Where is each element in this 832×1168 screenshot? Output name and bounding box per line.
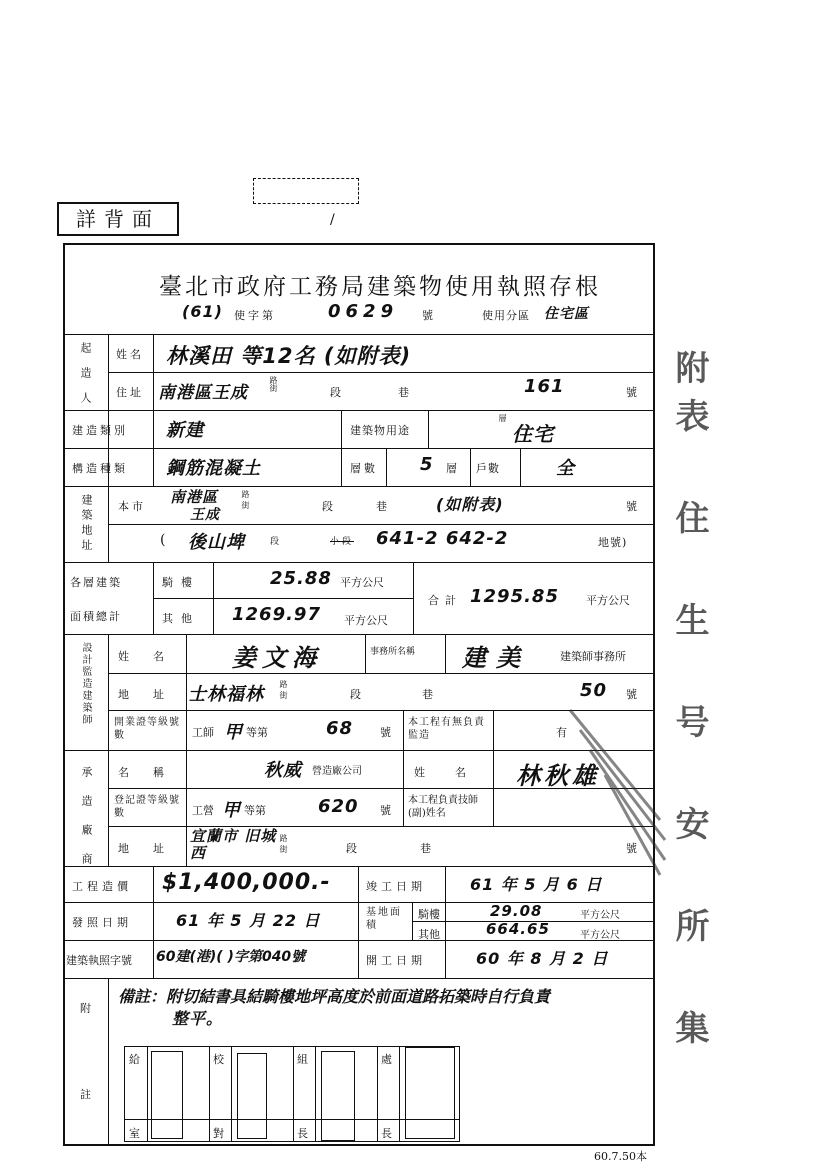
signoff-top-1: 給 <box>129 1053 143 1066</box>
contractor-reg-grade: 甲 <box>222 800 241 821</box>
building-use-value: 住宅 <box>512 422 554 446</box>
contractor-duan: 段 <box>346 842 360 855</box>
line-v-con-name <box>403 750 404 826</box>
areas-label-1: 各層建築 <box>70 576 122 589</box>
line-h17 <box>63 940 655 941</box>
remarks-text-line1: 備註：附切結書具結騎樓地坪高度於前面道路拓築時自行負責 <box>118 987 551 1006</box>
architect-supervise-value: 有 <box>556 726 570 739</box>
building-struct-label: 構造種類 <box>72 462 128 475</box>
line-v-con-name2 <box>493 750 494 826</box>
contractor-address-label: 地址 <box>118 842 188 855</box>
areas-arcade-unit: 平方公尺 <box>340 576 384 589</box>
contractor-name-value: 秋威 <box>264 760 302 781</box>
areas-arcade-label: 騎樓 <box>162 576 200 589</box>
architect-name-label: 姓名 <box>118 650 188 663</box>
site-lot-end: 地號) <box>598 536 628 549</box>
line-h7 <box>63 562 655 563</box>
line-v-units <box>470 448 471 486</box>
areas-label-2: 面積總計 <box>70 610 122 623</box>
line-h18 <box>63 978 655 979</box>
start-value: 60 年 8 月 2 日 <box>476 949 609 968</box>
base-arcade-value: 29.08 <box>490 902 543 920</box>
contractor-person-value: 林秋雄 <box>516 762 600 790</box>
architect-road-label: 路街 <box>279 680 288 702</box>
line-h3 <box>63 410 655 411</box>
side-label: 詳背面 <box>57 202 179 236</box>
base-arcade-unit: 平方公尺 <box>580 910 620 921</box>
signoff-top-7: 處 <box>381 1053 395 1066</box>
completion-value: 61 年 5 月 6 日 <box>470 875 603 894</box>
applicant-road-label: 路街 <box>269 376 278 392</box>
contractor-xiang: 巷 <box>420 842 434 855</box>
seal-stamp-3 <box>321 1051 355 1141</box>
scan-bleed <box>560 700 670 880</box>
site-lot-xiaoduan: 小段 <box>330 537 355 547</box>
completion-label: 竣工日期 <box>366 880 426 893</box>
signoff-bottom-7: 長 <box>381 1127 395 1140</box>
right-margin-text: 附表 住 生 号 安 所 集 <box>669 350 709 1058</box>
contractor-hao: 號 <box>626 842 640 855</box>
contractor-tech-label: 本工程負責技師(副)姓名 <box>408 795 478 819</box>
line-v-use <box>341 410 342 486</box>
architect-license-grade-label: 工師 <box>192 726 214 739</box>
site-lot-open: ( <box>160 532 169 548</box>
site-street-value: 王成 <box>190 507 220 523</box>
areas-total-value: 1295.85 <box>470 586 559 607</box>
contractor-person-label: 姓名 <box>414 766 496 779</box>
architect-xiang: 巷 <box>422 688 436 701</box>
applicant-section-label: 起造人 <box>79 342 92 417</box>
building-floors-unit: 層 <box>446 462 460 475</box>
site-lot-duan: 段 <box>270 537 283 547</box>
site-section-label: 建築地址 <box>80 494 93 554</box>
applicant-address-label: 住址 <box>116 386 144 399</box>
site-road-label: 路街 <box>241 490 250 512</box>
cost-label: 工程造價 <box>72 880 132 893</box>
site-duan: 段 <box>322 500 336 513</box>
building-use-floor-mark: 層 <box>498 414 507 425</box>
line-v-cost <box>153 866 154 978</box>
base-label: 基地面積 <box>366 907 402 931</box>
line-v-arch-office2 <box>445 634 446 673</box>
line-v-remarks <box>108 978 109 1146</box>
site-district-value: 南港區 <box>170 488 219 506</box>
zone-value: 住宅區 <box>544 306 589 322</box>
line-v-area-sub <box>213 562 214 634</box>
permit-label: 建築執照字號 <box>66 954 132 967</box>
contractor-name-suffix: 營造廠公司 <box>312 766 362 777</box>
signoff-bottom-1: 室 <box>129 1127 143 1140</box>
applicant-name-value: 林溪田 等12名 (如附表) <box>166 344 412 368</box>
building-use-label: 建築物用途 <box>350 424 410 437</box>
building-class-value: 新建 <box>166 420 204 441</box>
building-floors-label: 層數 <box>350 462 378 475</box>
site-lot-numbers: 641-2 642-2 <box>376 528 509 549</box>
top-stamp <box>253 178 359 204</box>
line-h5 <box>63 486 655 487</box>
base-other-label: 其他 <box>418 928 440 941</box>
applicant-hao: 號 <box>626 386 640 399</box>
architect-address-value: 士林福林 <box>188 684 264 705</box>
license-prefix: 使字第 <box>234 309 276 322</box>
remarks-label-fu: 附 <box>80 1002 94 1015</box>
license-year: (61) <box>182 302 223 321</box>
issue-label: 發照日期 <box>72 916 132 929</box>
seal-stamp-2 <box>237 1053 267 1139</box>
applicant-name-label: 姓名 <box>116 348 144 361</box>
cost-value: $1,400,000.- <box>162 870 331 895</box>
line-h4 <box>63 448 655 449</box>
line-v-arch-office <box>365 634 366 673</box>
contractor-reg-hao: 號 <box>380 804 394 817</box>
line-h16 <box>63 902 655 903</box>
line-v-label <box>153 334 154 410</box>
line-v-left-section <box>108 334 109 562</box>
architect-license-label: 開業證等級號數 <box>114 717 180 741</box>
signoff-top-5: 組 <box>297 1053 311 1066</box>
line-v-cost2 <box>358 866 359 978</box>
architect-address-label: 地址 <box>118 688 188 701</box>
building-units-value: 全 <box>556 458 575 479</box>
base-other-value: 664.65 <box>486 920 550 938</box>
line-v-left-section2 <box>108 634 109 866</box>
building-class-label: 建造類別 <box>72 424 128 437</box>
line-v-area-total <box>413 562 414 634</box>
remarks-label-zhu: 註 <box>80 1088 94 1101</box>
line-v-cost3 <box>445 866 446 978</box>
line-v-class <box>153 410 154 486</box>
applicant-xiang: 巷 <box>398 386 412 399</box>
line-v-units2 <box>520 448 521 486</box>
site-city: 本市 <box>118 500 146 513</box>
architect-license-grade: 甲 <box>224 722 243 743</box>
architect-name-value: 姜文海 <box>232 644 322 672</box>
issue-value: 61 年 5 月 22 日 <box>176 911 321 930</box>
line-v-arch-lic <box>403 710 404 750</box>
seal-stamp-1 <box>151 1051 183 1139</box>
line-h9 <box>63 634 655 635</box>
line-v-arch-label <box>186 634 187 866</box>
building-units-label: 戶數 <box>476 462 500 475</box>
line-v-use2 <box>428 410 429 448</box>
contractor-reg-label: 登記證等級號數 <box>114 795 180 819</box>
areas-total-label: 合計 <box>428 594 462 607</box>
line-h10 <box>108 673 655 674</box>
contractor-reg-grade-label: 工營 <box>192 804 214 817</box>
architect-section-label: 設計監造建築師 <box>80 642 91 726</box>
permit-value: 60建(港)( )字第040號 <box>156 949 306 965</box>
contractor-reg-no: 620 <box>318 796 359 817</box>
contractor-reg-grade-suffix: 等第 <box>244 804 266 817</box>
contractor-section-label: 承造廠商 <box>80 766 93 882</box>
architect-duan: 段 <box>350 688 364 701</box>
areas-other-label: 其他 <box>162 612 200 625</box>
areas-other-value: 1269.97 <box>232 604 321 625</box>
architect-office-suffix: 建築師事務所 <box>560 650 626 663</box>
signoff-grid <box>124 1046 460 1142</box>
zone-label: 使用分區 <box>482 309 530 322</box>
applicant-duan: 段 <box>330 386 344 399</box>
building-floors-value: 5 <box>420 454 434 475</box>
site-xiang: 巷 <box>376 500 390 513</box>
site-hao: 號 <box>626 500 640 513</box>
architect-license-grade-suffix: 等第 <box>246 726 268 739</box>
architect-supervise-label: 本工程有無負責監造 <box>408 717 485 741</box>
line-v-arch-lic2 <box>493 710 494 750</box>
license-number-line <box>168 301 648 327</box>
applicant-number: 161 <box>524 376 565 397</box>
building-struct-value: 鋼筋混凝土 <box>166 458 261 479</box>
seal-stamp-4 <box>405 1047 455 1139</box>
architect-hao: 號 <box>626 688 640 701</box>
line-v-area-label <box>153 562 154 634</box>
remarks-text-line2: 整平。 <box>172 1009 224 1028</box>
architect-license-no: 68 <box>326 718 354 739</box>
areas-total-unit: 平方公尺 <box>586 594 630 607</box>
signoff-bottom-5: 長 <box>297 1127 311 1140</box>
line-h6 <box>108 524 655 525</box>
base-arcade-label: 騎樓 <box>418 908 440 921</box>
line-v-floors <box>386 448 387 486</box>
base-other-unit: 平方公尺 <box>580 930 620 941</box>
site-lot-area: 後山埤 <box>188 532 245 553</box>
form-title: 臺北市政府工務局建築物使用執照存根 <box>159 274 601 300</box>
contractor-name-label: 名稱 <box>118 766 188 779</box>
license-suffix: 號 <box>422 309 436 322</box>
contractor-road-label: 路街 <box>279 834 288 856</box>
areas-other-unit: 平方公尺 <box>344 614 388 627</box>
architect-office-label: 事務所名稱 <box>370 647 416 657</box>
signoff-top-3: 校 <box>213 1053 227 1066</box>
architect-license-hao: 號 <box>380 726 394 739</box>
architect-number: 50 <box>580 680 608 701</box>
applicant-address-value: 南港區王成 <box>158 383 248 403</box>
top-mark: / <box>330 212 335 228</box>
line-h1 <box>63 334 655 335</box>
line-h8 <box>153 598 413 599</box>
signoff-bottom-3: 對 <box>213 1127 227 1140</box>
site-note: (如附表) <box>436 495 504 514</box>
print-code: 60.7.50本 <box>594 1150 647 1163</box>
start-label: 開工日期 <box>366 954 426 967</box>
license-number: 0629 <box>328 301 399 322</box>
line-h2 <box>108 372 655 373</box>
contractor-address-value: 宜蘭市 旧城西 <box>190 827 277 862</box>
line-v-base <box>412 902 413 940</box>
areas-arcade-value: 25.88 <box>270 568 332 589</box>
architect-office-value: 建美 <box>462 644 530 672</box>
